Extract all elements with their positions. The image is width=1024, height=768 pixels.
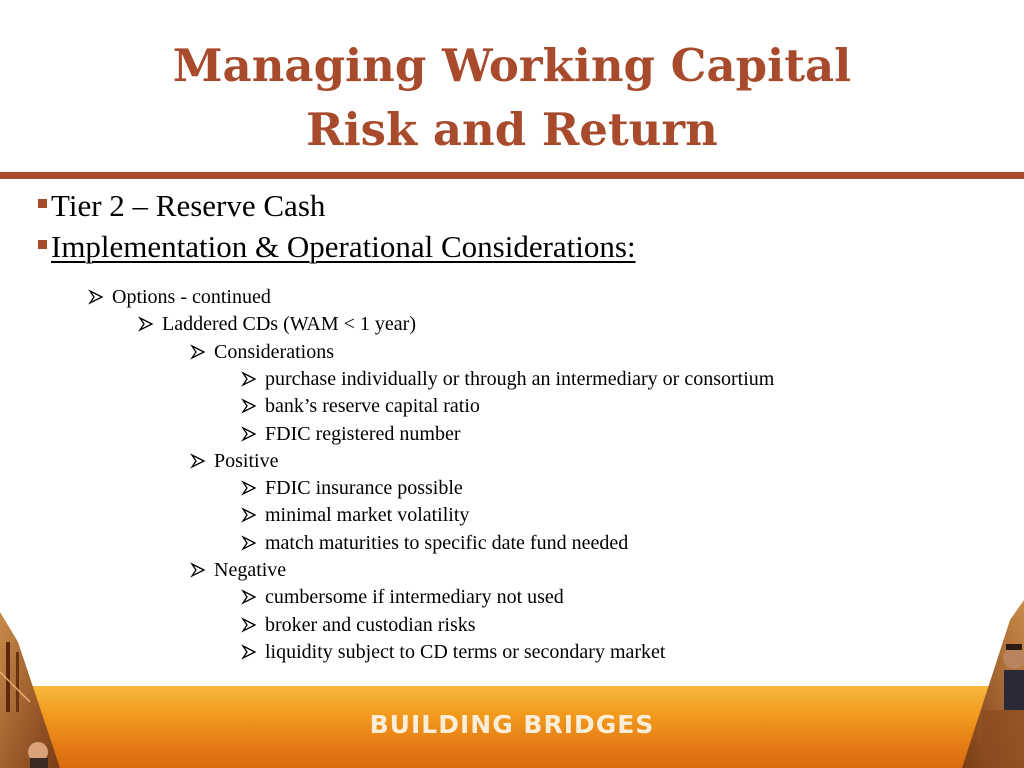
item-options: Options - continued — [88, 285, 271, 309]
item-consideration-2: bank’s reserve capital ratio — [241, 394, 480, 418]
item-positive-1: FDIC insurance possible — [241, 476, 463, 500]
item-positive-3: match maturities to specific date fund needed — [241, 531, 628, 555]
item-positive: Positive — [190, 449, 278, 473]
arrowhead-bullet-icon — [88, 289, 104, 305]
arrowhead-bullet-icon — [190, 562, 206, 578]
item-negative: Negative — [190, 558, 286, 582]
arrowhead-bullet-icon — [190, 453, 206, 469]
item-positive-2: minimal market volatility — [241, 503, 469, 527]
arrowhead-bullet-icon — [190, 344, 206, 360]
slide-title — [0, 34, 1024, 162]
right-person-photo — [962, 600, 1024, 768]
square-bullet-icon — [38, 240, 47, 249]
item-consideration-3: FDIC registered number — [241, 422, 461, 446]
bullet-implementation: Implementation & Operational Considerations: — [38, 229, 636, 265]
arrowhead-bullet-icon — [241, 480, 257, 496]
arrowhead-bullet-icon — [241, 398, 257, 414]
arrowhead-bullet-icon — [241, 507, 257, 523]
arrowhead-bullet-icon — [241, 589, 257, 605]
left-bridge-photo — [0, 612, 60, 768]
arrowhead-bullet-icon — [241, 644, 257, 660]
bullet-tier-2: Tier 2 – Reserve Cash — [38, 188, 325, 224]
arrowhead-bullet-icon — [241, 617, 257, 633]
item-considerations: Considerations — [190, 340, 334, 364]
arrowhead-bullet-icon — [138, 316, 154, 332]
footer-title: BUILDING BRIDGES — [369, 710, 655, 739]
item-laddered-cds: Laddered CDs (WAM < 1 year) — [138, 312, 416, 336]
arrowhead-bullet-icon — [241, 371, 257, 387]
item-negative-3: liquidity subject to CD terms or secondary market — [241, 640, 665, 664]
title-line-2: Risk and Return — [306, 103, 718, 156]
square-bullet-icon — [38, 199, 47, 208]
item-negative-2: broker and custodian risks — [241, 613, 476, 637]
arrowhead-bullet-icon — [241, 426, 257, 442]
item-consideration-1: purchase individually or through an intermediary or consortium — [241, 367, 774, 391]
arrowhead-bullet-icon — [241, 535, 257, 551]
title-line-1: Managing Working Capital — [172, 39, 852, 92]
item-negative-1: cumbersome if intermediary not used — [241, 585, 564, 609]
title-divider — [0, 172, 1024, 179]
